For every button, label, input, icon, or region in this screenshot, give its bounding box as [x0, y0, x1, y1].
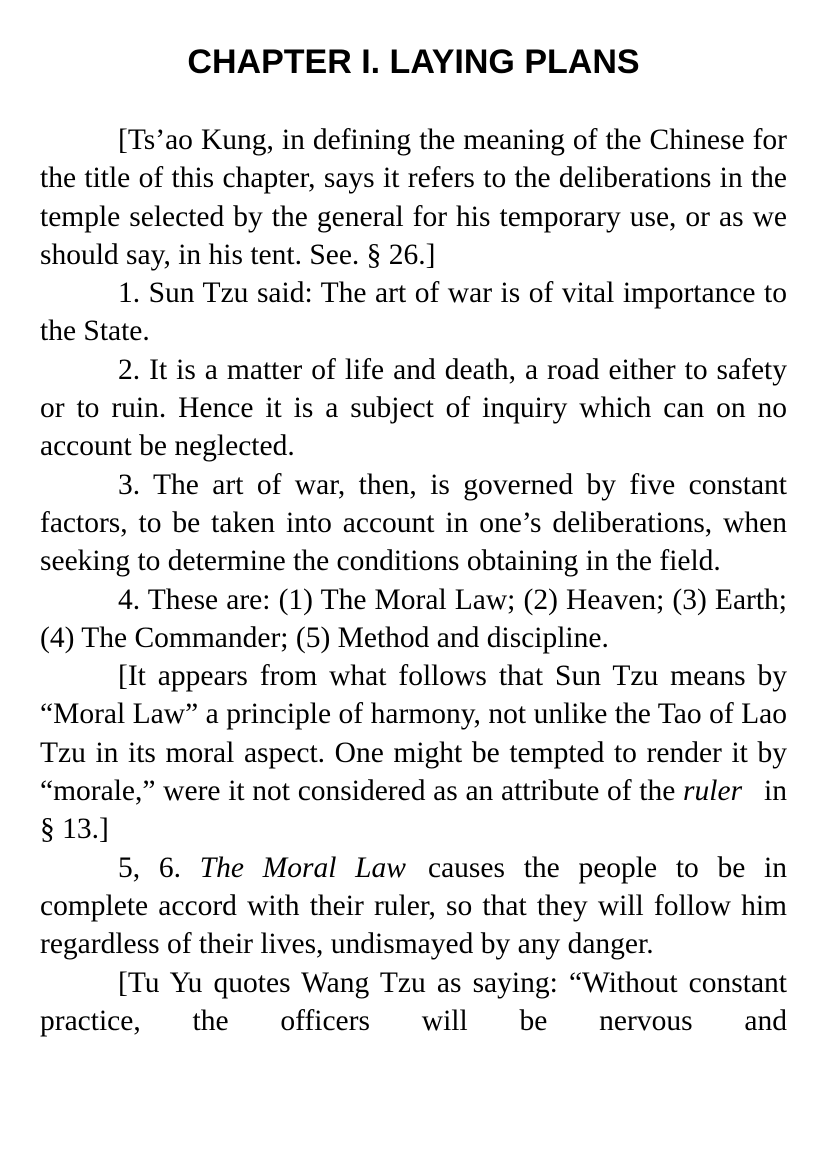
paragraph-text: [It appears from what follows that Sun Tzu means by “Moral Law” a principle of harmony, not unlike the Tao of Lao Tzu in its moral aspect. One might be tempted to render it by “morale,” were it not considered as an attribute of the: [40, 660, 787, 808]
paragraph-2: 2. It is a matter of life and death, a road either to safety or to ruin. Hence it is a subject of inquiry which can on no account be neglected.: [40, 353, 787, 463]
italic-term: ruler: [683, 775, 743, 808]
chapter-title: CHAPTER I. LAYING PLANS: [187, 43, 640, 81]
chapter-body: [40, 121, 787, 1040]
paragraph-text: causes the people to be in complete accord with their ruler, so that they will follow him regardless of their lives, undismayed by any danger.: [40, 851, 787, 961]
paragraph-1: 1. Sun Tzu said: The art of war is of vital importance to the State.: [40, 277, 787, 348]
paragraph-tu-yu-note: [Tu Yu quotes Wang Tzu as saying: “Without constant practice, the officers will be nervous and: [40, 966, 787, 1037]
paragraph-intro-note: [Ts’ao Kung, in defining the meaning of the Chinese for the title of this chapter, says it refers to the deliberations in the temple selected by the general for his temporary use, or as we should say, in his tent. See. § 26.]: [40, 124, 787, 271]
paragraph-5-6: [40, 849, 787, 964]
document-page: [40, 0, 787, 1040]
paragraph-moral-law-note: [40, 657, 787, 848]
italic-term: The Moral Law: [199, 851, 406, 884]
paragraph-text: in § 13.]: [40, 775, 787, 846]
paragraph-4: 4. These are: (1) The Moral Law; (2) Heaven; (3) Earth; (4) The Commander; (5) Method and discipline.: [40, 583, 787, 654]
paragraph-text: 5, 6.: [118, 851, 200, 884]
paragraph-3: 3. The art of war, then, is governed by five constant factors, to be taken into account in one’s deliberations, when seeking to determine the conditions obtaining in the field.: [40, 468, 787, 578]
